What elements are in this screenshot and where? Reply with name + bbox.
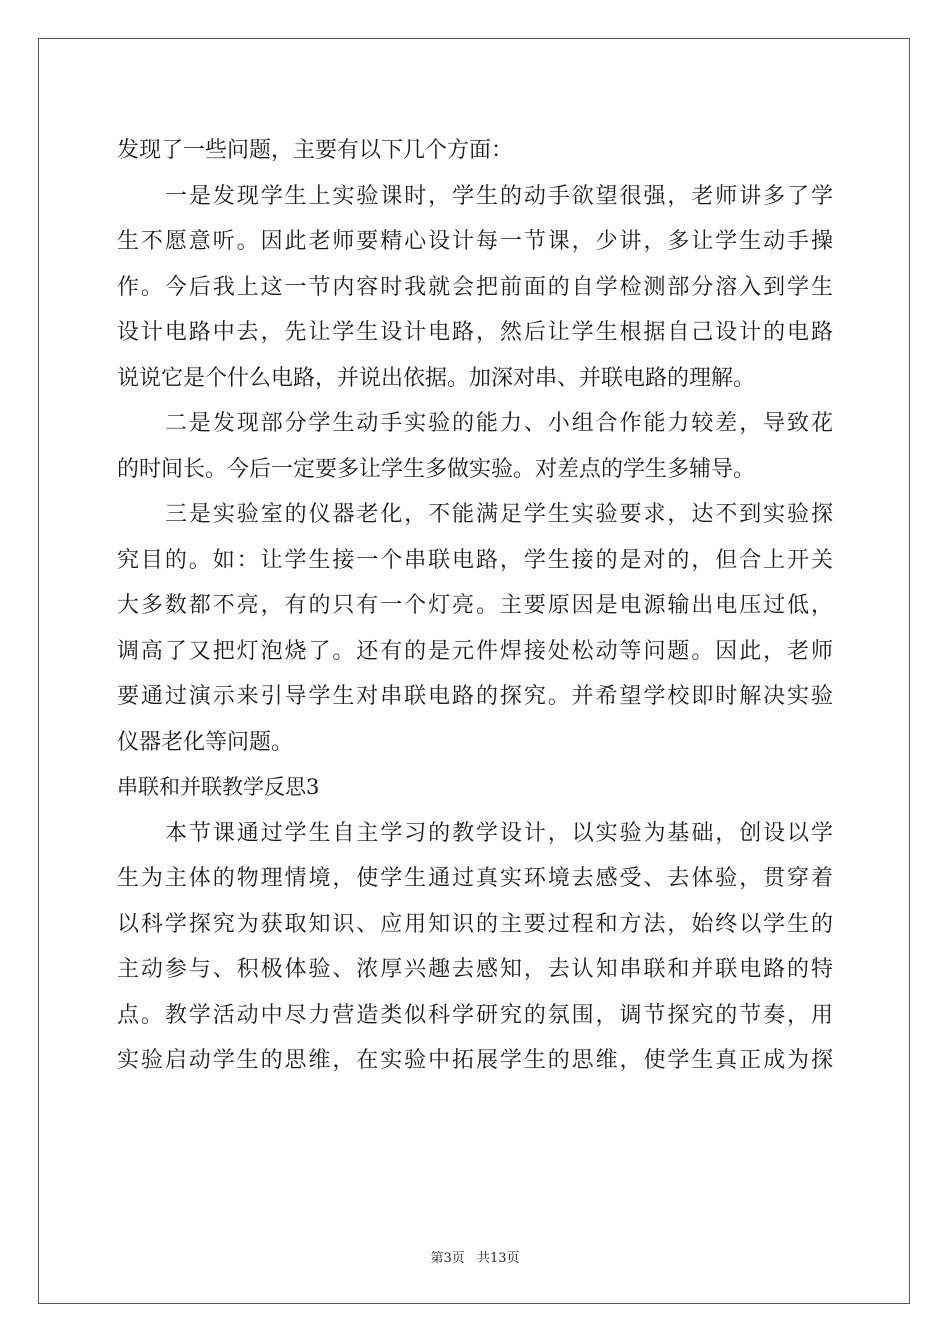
text-line: 生为主体的物理情境，使学生通过真实环境去感受、去体验，贯穿着	[117, 866, 833, 891]
text-line: 作。今后我上这一节内容时我就会把前面的自学检测部分溶入到学生	[117, 274, 833, 300]
text-line: 生不愿意听。因此老师要精心设计每一节课，少讲，多让学生动手操	[117, 229, 833, 254]
text-line: 仪器老化等问题。	[117, 729, 294, 755]
text-line: 本节课通过学生自主学习的教学设计，以实验为基础，创设以学	[165, 820, 833, 846]
text-line: 设计电路中去，先让学生设计电路，然后让学生根据自己设计的电路	[117, 320, 833, 345]
text-line: 要通过演示来引导学生对串联电路的探究。并希望学校即时解决实验	[117, 684, 833, 709]
text-line: 主动参与、积极体验、浓厚兴趣去感知，去认知串联和并联电路的特	[117, 957, 833, 982]
text-line: 究目的。如：让学生接一个串联电路，学生接的是对的，但合上开关	[117, 547, 833, 573]
page-number: 第3页	[430, 1251, 465, 1266]
paragraph-block	[117, 811, 833, 1084]
document-body	[117, 128, 833, 1084]
text-line: 三是实验室的仪器老化，不能满足学生实验要求，达不到实验探	[165, 502, 833, 527]
text-line: 说说它是个什么电路，并说出依据。加深对串、并联电路的理解。	[117, 365, 756, 391]
text-line: 实验启动学生的思维，在实验中拓展学生的思维，使学生真正成为探	[117, 1048, 833, 1073]
page-total: 共13页	[476, 1251, 520, 1266]
section-heading: 串联和并联教学反思3	[117, 775, 320, 799]
text-line: 大多数都不亮，有的只有一个灯亮。主要原因是电源输出电压过低，	[117, 593, 833, 618]
paragraph-block	[117, 128, 833, 765]
text-line: 一是发现学生上实验课时，学生的动手欲望很强，老师讲多了学	[165, 183, 833, 209]
text-line: 的时间长。今后一定要多让学生多做实验。对差点的学生多辅导。	[117, 456, 756, 482]
text-line: 点。教学活动中尽力营造类似科学研究的氛围，调节探究的节奏，用	[117, 1002, 833, 1028]
text-line: 二是发现部分学生动手实验的能力、小组合作能力较差，导致花	[165, 411, 833, 436]
text-line: 调高了又把灯泡烧了。还有的是元件焊接处松动等问题。因此，老师	[117, 638, 833, 664]
text-line: 以科学探究为获取知识、应用知识的主要过程和方法，始终以学生的	[117, 911, 833, 937]
page-footer	[0, 1247, 950, 1266]
text-line: 发现了一些问题，主要有以下几个方面：	[117, 138, 514, 163]
